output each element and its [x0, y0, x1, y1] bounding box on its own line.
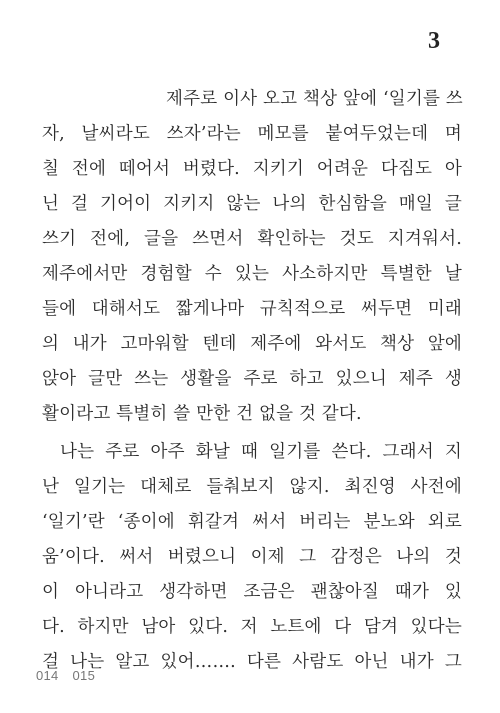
- text-line: 난 일기는 대체로 들춰보지 않지. 최진영 사전에: [42, 477, 462, 497]
- body-text: [42, 82, 462, 680]
- text-line: 제주로 이사 오고 책상 앞에 ‘일기를 쓰: [166, 89, 463, 109]
- text-line: 쓰기 전에, 글을 쓰면서 확인하는 것도 지겨워서.: [42, 229, 462, 249]
- paragraph-1: [42, 82, 462, 432]
- text-line: 앉아 글만 쓰는 생활을 주로 하고 있으니 제주 생: [42, 369, 462, 389]
- text-line: 자, 날씨라도 쓰자’라는 메모를 붙여두었는데 며: [42, 124, 462, 144]
- text-line: 이 아니라고 생각하면 조금은 괜찮아질 때가 있: [42, 582, 462, 602]
- text-line: 움’이다. 써서 버렸으니 이제 그 감정은 나의 것: [42, 547, 462, 567]
- text-line: 나는 주로 아주 화날 때 일기를 쓴다. 그래서 지: [60, 442, 462, 462]
- text-line: 의 내가 고마워할 텐데 제주에 와서도 책상 앞에: [42, 334, 462, 354]
- text-line: 제주에서만 경험할 수 있는 사소하지만 특별한 날: [42, 264, 462, 284]
- text-line: ‘일기’란 ‘종이에 휘갈겨 써서 버리는 분노와 외로: [42, 512, 462, 532]
- chapter-number: 3: [428, 28, 440, 54]
- page-numbers: [36, 668, 95, 683]
- text-line: 칠 전에 떼어서 버렸다. 지키기 어려운 다짐도 아: [42, 159, 462, 179]
- text-line: 다. 하지만 남아 있다. 저 노트에 다 담겨 있다는: [42, 617, 462, 637]
- text-line: 닌 걸 기어이 지키지 않는 나의 한심함을 매일 글: [42, 194, 462, 214]
- text-line: 들에 대해서도 짧게나마 규칙적으로 써두면 미래: [42, 299, 462, 319]
- page-number-left: 014: [36, 668, 59, 683]
- text-line: 걸 나는 알고 있어……. 다른 사람도 아닌 내가 그: [42, 652, 462, 672]
- paragraph-2: [42, 435, 462, 680]
- page-number-right: 015: [72, 668, 96, 683]
- text-line: 활이라고 특별히 쓸 만한 건 없을 것 같다.: [42, 404, 362, 424]
